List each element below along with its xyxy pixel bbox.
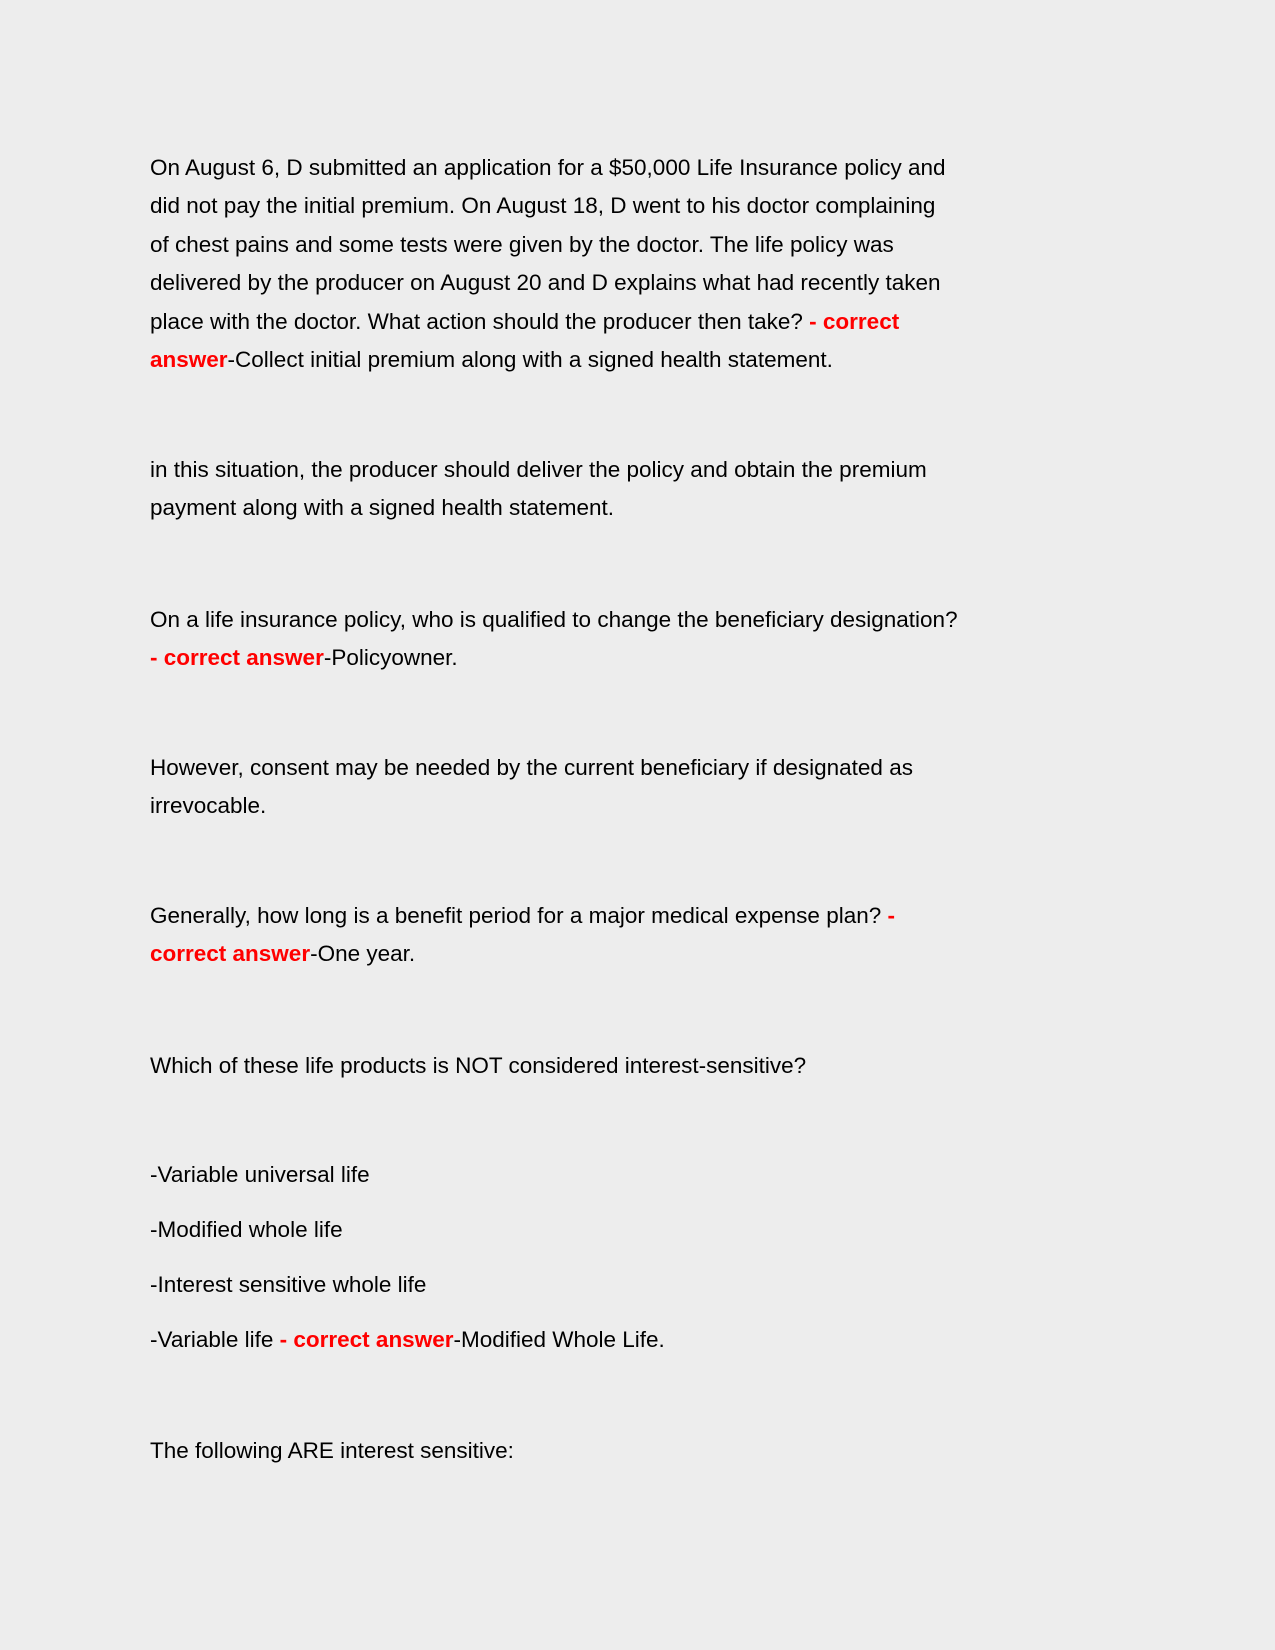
explanation-2 xyxy=(150,749,913,826)
question-text: Which of these life products is NOT considered interest-sensitive? xyxy=(150,1053,807,1078)
option xyxy=(150,1156,370,1194)
explanation-4 xyxy=(150,1432,514,1470)
correct-answer-marker: correct answer xyxy=(150,941,311,967)
option xyxy=(150,1321,665,1359)
text-line: in this situation, the producer should deliver the policy and obtain the premium xyxy=(150,457,927,482)
explanation-1 xyxy=(150,451,927,528)
answer-text: -Policyowner. xyxy=(323,645,458,671)
option xyxy=(150,1211,343,1249)
text-line: did not pay the initial premium. On August 18, D went to his doctor complaining xyxy=(150,193,936,219)
correct-answer-marker: - correct xyxy=(809,308,900,334)
option-text: -Interest sensitive whole life xyxy=(150,1272,427,1297)
correct-answer-marker: answer xyxy=(150,347,228,373)
text-line: The following ARE interest sensitive: xyxy=(150,1438,514,1463)
correct-answer-marker: - correct answer xyxy=(150,645,324,671)
text-line xyxy=(150,303,946,341)
text-line: However, consent may be needed by the current beneficiary if designated as xyxy=(150,755,913,780)
answer-text: -Modified Whole Life. xyxy=(453,1327,665,1352)
question-3 xyxy=(150,897,895,974)
text-line xyxy=(150,639,958,677)
text-line xyxy=(150,897,895,935)
text-line: payment along with a signed health statement. xyxy=(150,495,615,521)
option-text: -Modified whole life xyxy=(150,1217,343,1242)
option-text: -Variable life xyxy=(150,1327,280,1352)
question-text: place with the doctor. What action should the producer then take? xyxy=(150,308,810,334)
option-text: -Variable universal life xyxy=(150,1162,370,1187)
question-text: On a life insurance policy, who is qualified to change the beneficiary designation? xyxy=(150,607,958,632)
text-line xyxy=(150,935,895,973)
question-2 xyxy=(150,601,958,678)
text-line: delivered by the producer on August 20 and D explains what had recently taken xyxy=(150,270,941,296)
option xyxy=(150,1266,426,1304)
text-line: irrevocable. xyxy=(150,793,267,819)
text-line xyxy=(150,341,946,379)
question-4 xyxy=(150,1047,806,1085)
correct-answer-marker: - xyxy=(887,903,896,928)
question-text: Generally, how long is a benefit period for a major medical expense plan? xyxy=(150,903,888,928)
answer-text: -One year. xyxy=(310,941,416,967)
correct-answer-marker: - correct answer xyxy=(279,1327,454,1352)
text-line: On August 6, D submitted an application for a $50,000 Life Insurance policy and xyxy=(150,155,946,180)
answer-text: -Collect initial premium along with a signed health statement. xyxy=(227,347,833,373)
text-line: of chest pains and some tests were given by the doctor. The life policy was xyxy=(150,231,894,257)
question-1 xyxy=(150,149,946,379)
